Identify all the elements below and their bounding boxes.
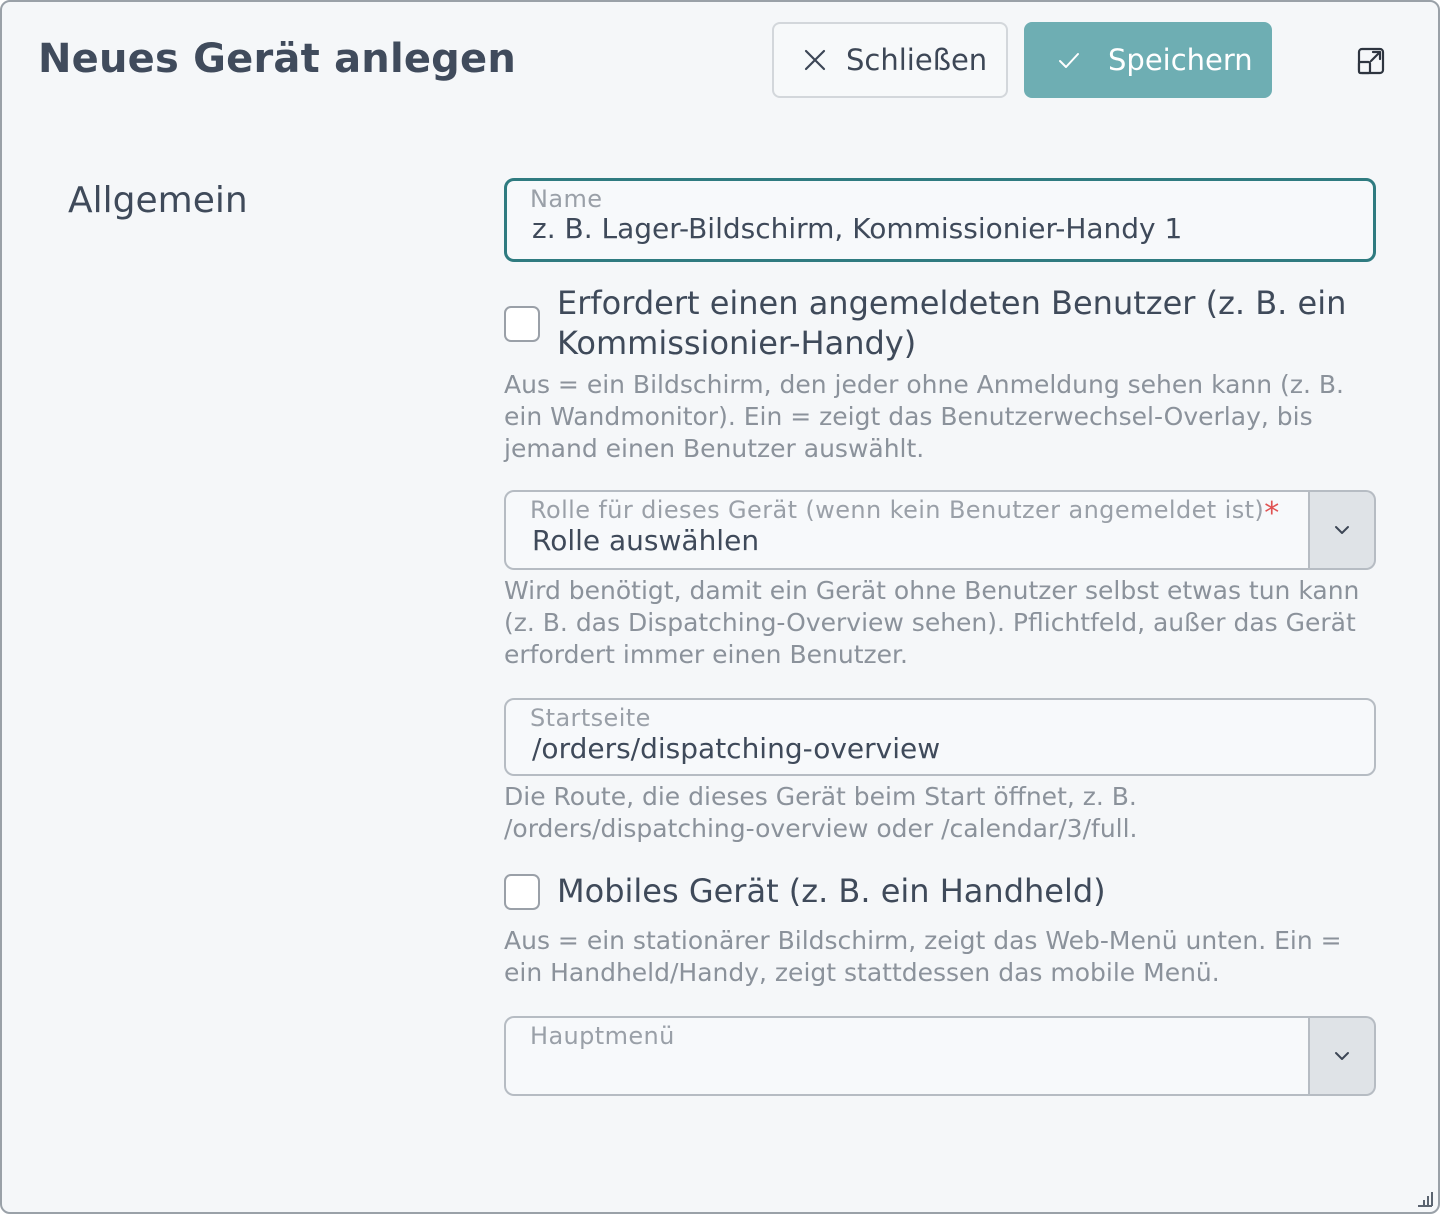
close-button-label: Schließen <box>846 43 988 77</box>
requires-user-label[interactable] <box>557 283 1377 363</box>
mobile-device-help: Aus = ein stationärer Bildschirm, zeigt das Web-Menü unten. Ein = ein Handheld/Handy, zeigt stattdessen das mobile Menü. <box>504 926 1342 987</box>
role-select-label-text: Rolle für dieses Gerät (wenn kein Benutzer angemeldet ist) <box>530 496 1265 524</box>
chevron-down-icon <box>1332 520 1352 540</box>
requires-user-checkbox[interactable] <box>504 306 540 342</box>
role-select-toggle[interactable] <box>1310 490 1376 570</box>
requires-user-help: Aus = ein Bildschirm, den jeder ohne Anmeldung sehen kann (z. B. ein Wandmonitor). Ein = zeigt das Benutzerwechsel-Overlay, bis jemand einen Benutzer auswählt. <box>504 370 1344 463</box>
mobile-device-checkbox[interactable] <box>504 874 540 910</box>
role-select[interactable] <box>504 490 1310 570</box>
start-page-help: Die Route, die dieses Gerät beim Start öffnet, z. B. /orders/dispatching-overview oder /calendar/3/full. <box>504 782 1138 843</box>
section-title-general: Allgemein <box>68 180 248 221</box>
main-menu-toggle[interactable] <box>1310 1016 1376 1096</box>
requires-user-label-line2: Kommissionier-Handy) <box>557 324 917 362</box>
start-page-label: Startseite <box>530 704 651 732</box>
name-field-placeholder: z. B. Lager-Bildschirm, Kommissionier-Handy 1 <box>532 212 1183 245</box>
close-icon <box>802 47 828 73</box>
mobile-device-label[interactable]: Mobiles Gerät (z. B. ein Handheld) <box>557 872 1106 910</box>
start-page-value: /orders/dispatching-overview <box>532 732 941 765</box>
main-menu-label: Hauptmenü <box>530 1022 675 1050</box>
required-mark: * <box>1264 496 1280 531</box>
start-page-field[interactable] <box>504 698 1376 776</box>
name-field-label: Name <box>530 185 603 213</box>
save-button-label: Speichern <box>1108 43 1253 77</box>
close-button[interactable] <box>772 22 1008 98</box>
resize-handle-icon[interactable] <box>1416 1190 1434 1208</box>
name-field[interactable] <box>504 178 1376 262</box>
requires-user-label-line1: Erfordert einen angemeldeten Benutzer (z. B. ein <box>557 284 1347 322</box>
role-select-label <box>530 496 1280 531</box>
main-menu-select[interactable] <box>504 1016 1310 1096</box>
save-button[interactable] <box>1024 22 1272 98</box>
dialog-title: Neues Gerät anlegen <box>38 36 517 82</box>
check-icon <box>1056 47 1082 73</box>
expand-icon[interactable] <box>1356 46 1386 76</box>
chevron-down-icon <box>1332 1046 1352 1066</box>
role-select-value: Rolle auswählen <box>532 524 760 557</box>
role-select-help: Wird benötigt, damit ein Gerät ohne Benutzer selbst etwas tun kann (z. B. das Dispatching-Overview sehen). Pflichtfeld, außer das Gerät erfordert immer einen Benutzer. <box>504 576 1360 669</box>
